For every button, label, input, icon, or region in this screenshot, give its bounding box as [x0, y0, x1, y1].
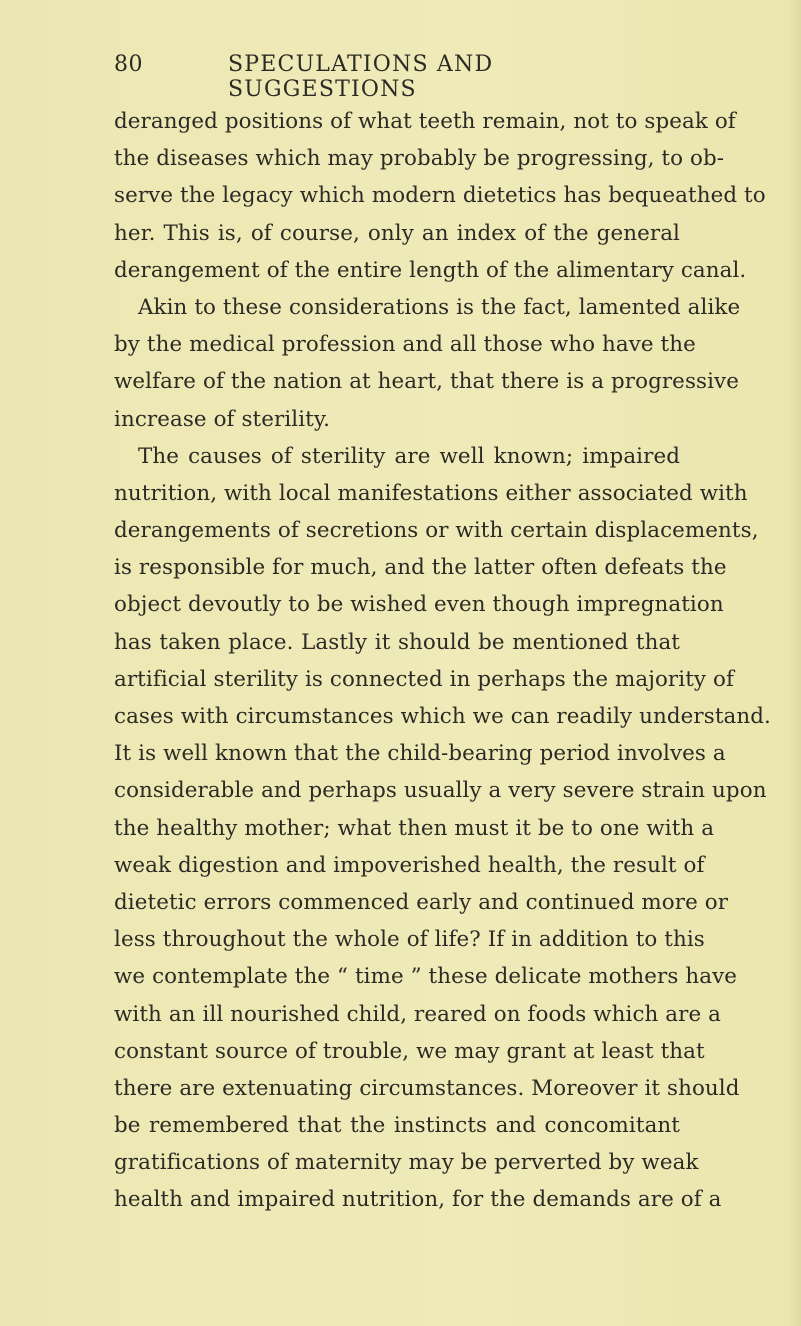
text-line: dietetic errors commenced early and continued more or [114, 889, 729, 915]
text-line: considerable and perhaps usually a very severe strain upon [114, 778, 767, 804]
text-line: nutrition, with local manifestations either associated with [114, 480, 748, 506]
text-line: health and impaired nutrition, for the demands are of a [114, 1187, 722, 1213]
text-line: cases with circumstances which we can readily understand. [114, 704, 771, 729]
text-line: be remembered that the instincts and concomitant [114, 1113, 680, 1139]
text-line: derangements of secretions or with certain displacements, [114, 518, 759, 544]
text-line: less throughout the whole of life? If in addition to this [114, 927, 705, 953]
text-line: constant source of trouble, we may grant at least that [114, 1038, 705, 1064]
text-line: her. This is, of course, only an index of the general [114, 220, 680, 246]
running-head: SPECULATIONS AND SUGGESTIONS [228, 52, 494, 102]
text-line: Akin to these considerations is the fact, lamented alike [138, 294, 741, 320]
text-line: deranged positions of what teeth remain, not to speak of [114, 109, 736, 134]
body-text [114, 103, 771, 1219]
text-line: there are extenuating circumstances. Moreover it should [114, 1075, 740, 1101]
text-line: has taken place. Lastly it should be mentioned that [114, 629, 680, 655]
text-line: object devoutly to be wished even though impregnation [114, 592, 724, 618]
text-line: weak digestion and impoverished health, the result of [114, 852, 705, 878]
text-line: gratifications of maternity may be perverted by weak [114, 1150, 699, 1176]
text-line: derangement of the entire length of the alimentary canal. [114, 257, 747, 283]
page-header [114, 52, 684, 102]
text-line: serve the legacy which modern dietetics has bequeathed to [114, 183, 766, 209]
text-line: The causes of sterility are well known; impaired [138, 443, 680, 469]
text-line: welfare of the nation at heart, that there is a progressive [114, 369, 739, 395]
text-line: increase of sterility. [114, 406, 331, 432]
text-line: the diseases which may probably be progressing, to ob- [114, 146, 725, 172]
text-line: It is well known that the child-bearing period involves a [114, 741, 726, 767]
text-line: we contemplate the “ time ” these delicate mothers have [114, 964, 738, 990]
text-line: by the medical profession and all those who have the [114, 332, 696, 358]
text-line: the healthy mother; what then must it be to one with a [114, 815, 715, 841]
text-line: artificial sterility is connected in perhaps the majority of [114, 666, 734, 692]
text-line: is responsible for much, and the latter often defeats the [114, 555, 727, 581]
page-edge-shadow [789, 0, 801, 1326]
text-line: with an ill nourished child, reared on foods which are a [114, 1001, 721, 1027]
page-number: 80 [114, 52, 143, 77]
